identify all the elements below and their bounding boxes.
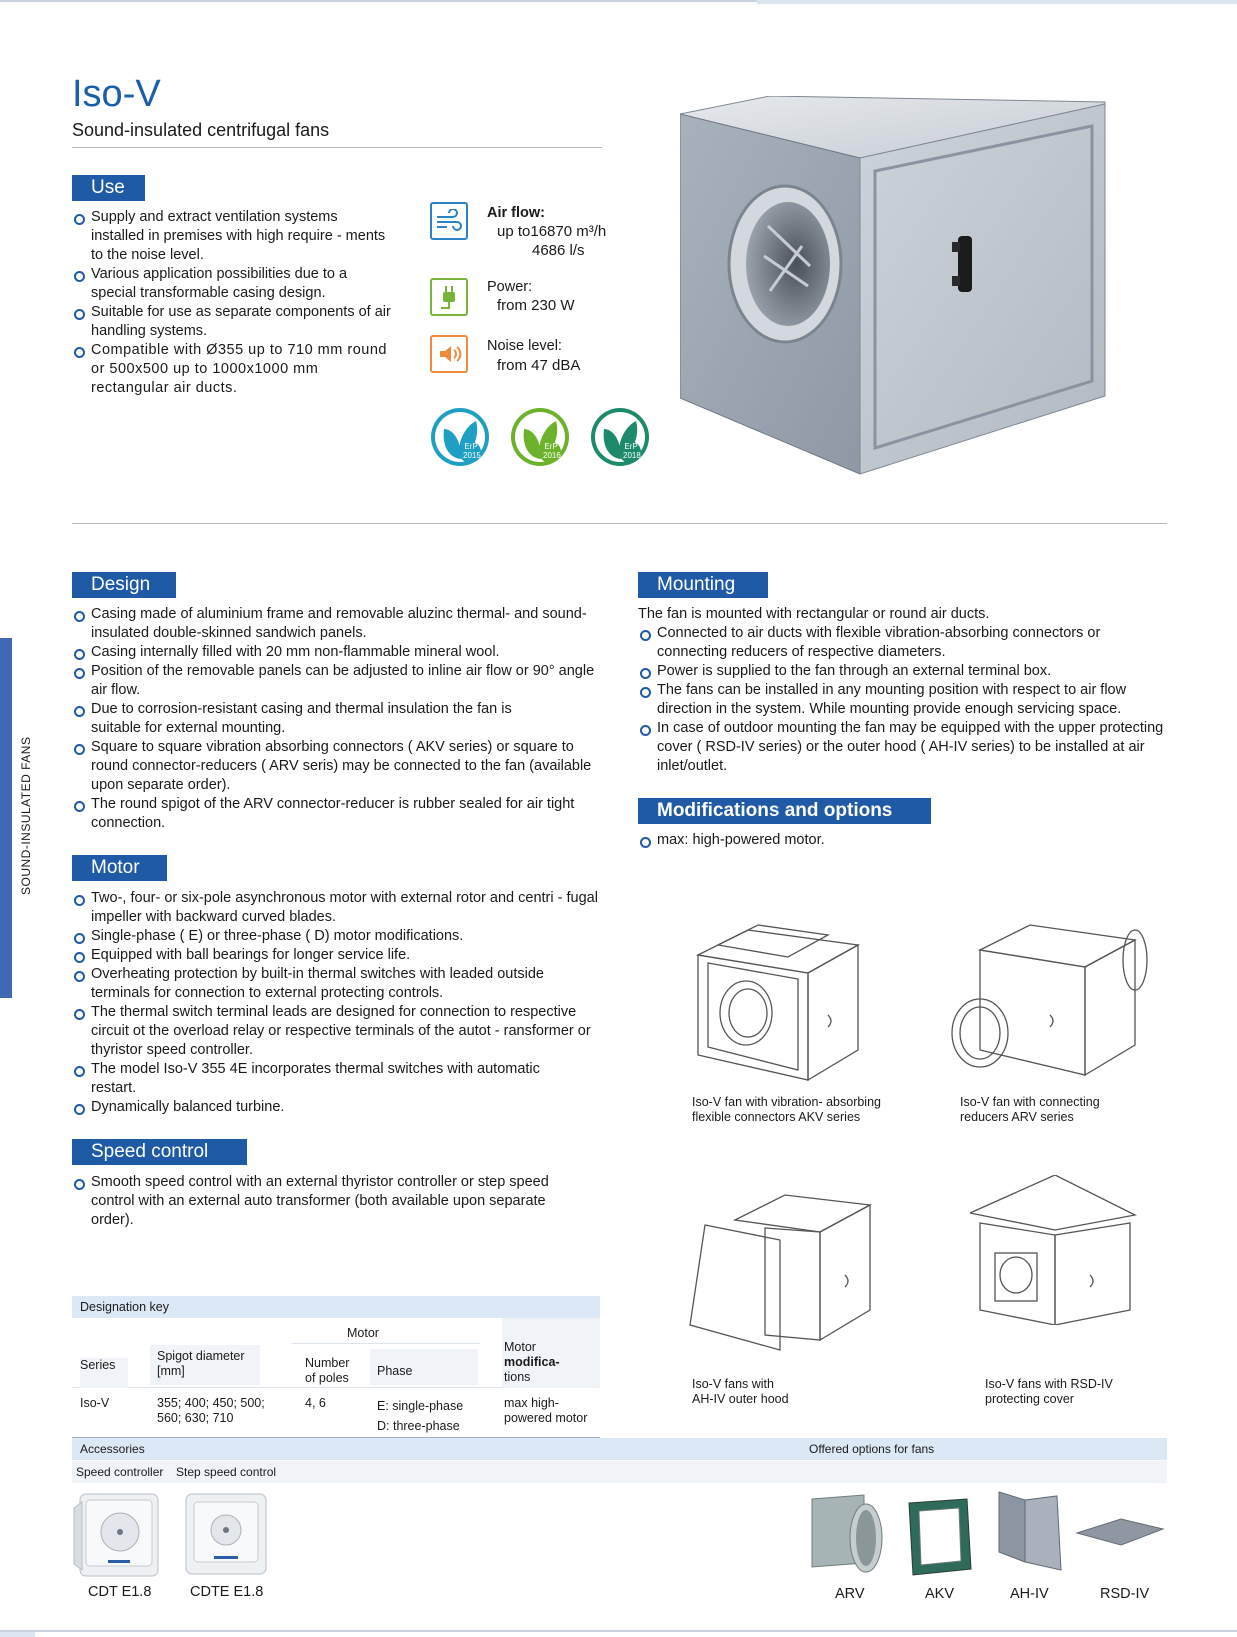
motor-heading: Motor: [72, 855, 167, 881]
controller-cdt-label: CDT E1.8: [88, 1584, 152, 1600]
col-phase: Phase: [377, 1364, 413, 1378]
use-heading: Use: [72, 175, 145, 201]
list-item: Equipped with ball bearings for longer service life.: [72, 946, 607, 965]
list-item: Overheating protection by built-in thermal switches with leaded outside terminals for connection to external protecting controls.: [72, 965, 607, 1003]
erp-badges: [430, 407, 650, 469]
erp-badge-2016: ErP 2016: [510, 407, 570, 473]
list-item: Due to corrosion-resistant casing and thermal insulation the fan is suitable for external mounting.: [72, 700, 607, 738]
controller-cdte-label: CDTE E1.8: [190, 1584, 264, 1600]
product-image-iso-v: [680, 96, 1120, 482]
design-heading: Design: [72, 572, 176, 598]
use-list: [72, 208, 392, 398]
caption-rsd-iv: Iso-V fans with RSD-IV protecting cover: [985, 1377, 1113, 1406]
list-item: Dynamically balanced turbine.: [72, 1098, 607, 1117]
list-item: Position of the removable panels can be adjusted to inline air flow or 90° angle air flow.: [72, 662, 607, 700]
accessories-bar: [72, 1438, 1167, 1460]
list-item: The thermal switch terminal leads are designed for connection to respective circuit ot the overload relay or respective terminals of the autot - ransformer or thyristor speed controller.: [72, 1003, 607, 1060]
airflow-value-ls: 4686 l/s: [532, 242, 585, 259]
figure-arv: [945, 905, 1155, 1091]
list-item: Supply and extract ventilation systems installed in premises with high require - ments to the noise level.: [72, 208, 392, 265]
page-title: Iso-V: [72, 73, 161, 115]
col-poles: Number of poles: [305, 1356, 350, 1385]
option-ah-iv-image: [995, 1490, 1065, 1581]
caption-arv: Iso-V fan with connecting reducers ARV series: [960, 1095, 1100, 1124]
list-item: Compatible with Ø355 up to 710 mm round or 500x500 up to 1000x1000 mm rectangular air ducts.: [72, 341, 392, 398]
noise-icon: [430, 335, 468, 373]
list-item: The round spigot of the ARV connector-reducer is rubber sealed for air tight connection.: [72, 795, 607, 833]
list-item: In case of outdoor mounting the fan may be equipped with the upper protecting cover ( RSD-IV series) or the outer hood ( AH-IV series) to be installed at air inlet/outlet.: [638, 719, 1173, 776]
side-tab-label: SOUND-INSULATED FANS: [19, 736, 33, 895]
airflow-value: up to16870 m³/h: [497, 223, 607, 240]
caption-ah-iv: Iso-V fans with AH-IV outer hood: [692, 1377, 789, 1406]
modifications-heading: Modifications and options: [638, 798, 931, 824]
option-arv-image: [808, 1493, 888, 1584]
col-spigot: Spigot diameter [mm]: [157, 1349, 245, 1378]
controller-cdt-image: [72, 1490, 164, 1586]
speed-controller-label: Speed controller: [76, 1465, 164, 1479]
top-rule: [0, 0, 1237, 7]
power-icon: [430, 278, 468, 316]
speed-control-list: [72, 1173, 572, 1230]
figure-akv: [688, 905, 868, 1091]
list-item: Casing made of aluminium frame and removable aluzinc thermal- and sound-insulated double-skinned sandwich panels.: [72, 605, 607, 643]
option-rsd-iv-image: [1075, 1517, 1165, 1553]
list-item: Various application possibilities due to a special transformable casing design.: [72, 265, 392, 303]
controller-cdte-image: [180, 1490, 272, 1586]
section-divider: [72, 523, 1167, 524]
erp-badge-2015: ErP 2015: [430, 407, 490, 473]
list-item: Casing internally filled with 20 mm non-flammable mineral wool.: [72, 643, 607, 662]
bottom-rule: [0, 1630, 1237, 1637]
noise-label: Noise level:: [487, 338, 562, 354]
erp-badge-2018: ErP 2018: [590, 407, 650, 473]
page-subtitle: Sound-insulated centrifugal fans: [72, 120, 330, 140]
option-akv-image: [905, 1497, 975, 1583]
designation-key: [72, 1296, 600, 1438]
option-akv-label: AKV: [925, 1586, 955, 1602]
design-list: [72, 605, 607, 833]
figure-ah-iv: [685, 1180, 875, 1366]
side-tab: [0, 638, 12, 998]
option-ah-iv-label: AH-IV: [1010, 1586, 1049, 1602]
accessories-title: Accessories: [80, 1442, 145, 1456]
option-arv-label: ARV: [835, 1586, 865, 1602]
motor-list: [72, 889, 607, 1117]
list-item: Single-phase ( E) or three-phase ( D) motor modifications.: [72, 927, 607, 946]
list-item: The model Iso-V 355 4E incorporates thermal switches with automatic restart.: [72, 1060, 607, 1098]
list-item: Two-, four- or six-pole asynchronous motor with external rotor and centri - fugal impeller with backward curved blades.: [72, 889, 607, 927]
accessories-subheader: [72, 1461, 1167, 1483]
col-motor-group: Motor: [347, 1326, 379, 1340]
list-item: Suitable for use as separate components of air handling systems.: [72, 303, 392, 341]
mounting-list: [638, 624, 1173, 776]
speed-control-heading: Speed control: [72, 1139, 247, 1165]
caption-akv: Iso-V fan with vibration- absorbing flexible connectors AKV series: [692, 1095, 881, 1124]
list-item: max: high-powered motor.: [638, 831, 1173, 850]
power-label: Power:: [487, 279, 533, 295]
options-title: Offered options for fans: [809, 1442, 935, 1456]
list-item: Power is supplied to the fan through an external terminal box.: [638, 662, 1173, 681]
list-item: The fans can be installed in any mounting position with respect to air flow direction in the system. While mounting provide enough servicing space.: [638, 681, 1173, 719]
designation-key-title: Designation key: [72, 1296, 600, 1318]
title-divider: [72, 147, 602, 148]
noise-value: from 47 dBA: [497, 357, 581, 374]
figure-rsd-iv: [970, 1175, 1140, 1331]
table-row: Iso-V 355; 400; 450; 500; 560; 630; 710 4, 6 E: single-phase D: three-phase max high- powered motor: [72, 1388, 600, 1438]
power-value: from 230 W: [497, 297, 575, 314]
airflow-icon: [430, 202, 468, 240]
list-item: Connected to air ducts with flexible vibration-absorbing connectors or connecting reducers of respective diameters.: [638, 624, 1173, 662]
step-speed-control-label: Step speed control: [176, 1465, 277, 1479]
mounting-heading: Mounting: [638, 572, 768, 598]
option-rsd-iv-label: RSD-IV: [1100, 1586, 1150, 1602]
col-mod: Motor modifica- tions: [504, 1340, 560, 1384]
col-series: Series: [80, 1358, 116, 1372]
mounting-intro: The fan is mounted with rectangular or round air ducts.: [638, 606, 990, 622]
list-item: Smooth speed control with an external thyristor controller or step speed control with an external auto transformer (both available upon separate order).: [72, 1173, 572, 1230]
airflow-label: Air flow:: [487, 205, 545, 221]
modifications-list: [638, 831, 1173, 850]
list-item: Square to square vibration absorbing connectors ( AKV series) or square to round connector-reducers ( ARV seris) may be connected to the fan (available upon separate order).: [72, 738, 607, 795]
